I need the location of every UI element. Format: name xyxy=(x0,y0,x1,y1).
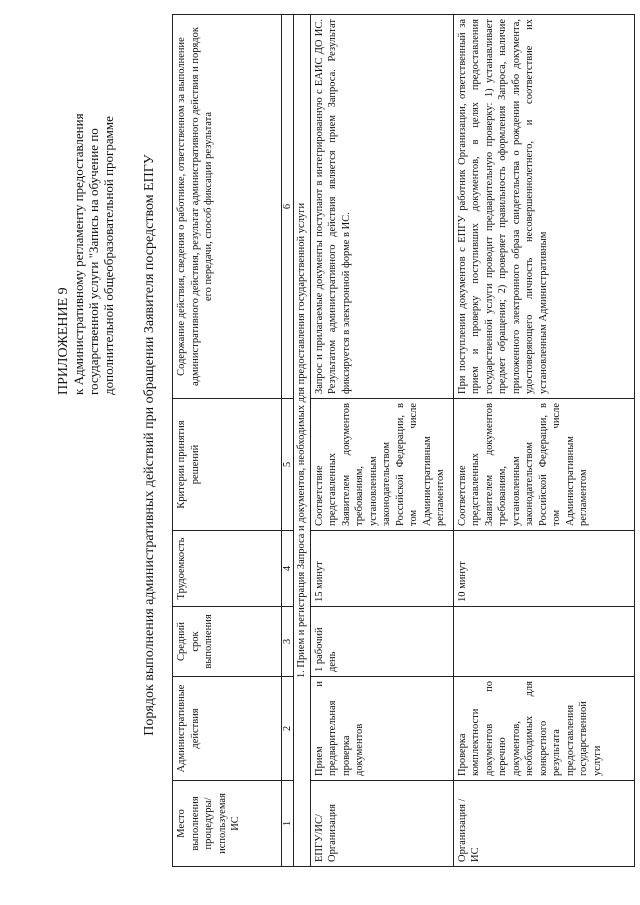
section-title: 1. Прием и регистрация Запроса и документов, необходимых для предоставления государственной услуги xyxy=(294,15,311,867)
cell-criteria: Соответствие представленных Заявителем документов требованиям, установленным законодательством Российской Федерации, в том числе Административным регламентом xyxy=(453,399,634,531)
document-title: Порядок выполнения административных действий при обращении Заявителя посредством ЕПГУ xyxy=(142,154,157,736)
header-content: Содержание действия, сведения о работнике, ответственном за выполнение административного действия, результат административного действия и порядок его передачи, способ фиксации результата xyxy=(173,15,282,399)
header-labor: Трудоемкость xyxy=(173,531,282,607)
header-place: Место выполнения процедуры/ используемая ИС xyxy=(173,781,282,867)
appendix-line: к Административному регламенту предоставления xyxy=(71,113,86,395)
cell-content: Запрос и прилагаемые документы поступают в интегрированную с ЕАИС ДО ИС. Результатом административного действия является прием Запроса. Результат фиксируется в электронной форме в ИС. xyxy=(310,15,453,399)
column-number: 6 xyxy=(282,15,294,399)
cell-place: Организация / ИС xyxy=(453,781,634,867)
cell-criteria: Соответствие представленных Заявителем документов требованиям, установленным законодательством Российской Федерации, в том числе Административным регламентом xyxy=(310,399,453,531)
header-criteria: Критерии принятия решений xyxy=(173,399,282,531)
column-number: 2 xyxy=(282,677,294,781)
cell-action: Проверка комплектности документов по перечню документов, необходимых для конкретного результата предоставления государственной услуги xyxy=(453,677,634,781)
appendix-number: ПРИЛОЖЕНИЕ 9 xyxy=(56,287,71,395)
cell-term: 1 рабочий день xyxy=(310,607,453,677)
column-number: 5 xyxy=(282,399,294,531)
table-header-row xyxy=(173,15,282,867)
column-number: 3 xyxy=(282,607,294,677)
appendix-line: государственной услуги "Запись на обучение по xyxy=(86,128,101,395)
header-term: Средний срок выполнения xyxy=(173,607,282,677)
header-actions: Административные действия xyxy=(173,677,282,781)
cell-place: ЕПГУ/ИС/ Организация xyxy=(310,781,453,867)
section-row xyxy=(294,15,311,867)
appendix-header xyxy=(56,15,116,395)
cell-term xyxy=(453,607,634,677)
cell-labor: 15 минут xyxy=(310,531,453,607)
cell-labor: 10 минут xyxy=(453,531,634,607)
appendix-line: дополнительной общеобразовательной программе xyxy=(101,116,116,395)
cell-action: Прием и предварительная проверка документов xyxy=(310,677,453,781)
column-number: 4 xyxy=(282,531,294,607)
column-number: 1 xyxy=(282,781,294,867)
procedure-table xyxy=(172,14,635,867)
table-row xyxy=(310,15,453,867)
column-numbers-row xyxy=(282,15,294,867)
table-row xyxy=(453,15,634,867)
cell-content: При поступлении документов с ЕПГУ работник Организации, ответственный за прием и проверку поступивших документов, в целях предоставления государственной услуги проводит предварительную проверку: 1) устанавливает предмет обращения; 2) проверяет правильность оформления Запроса, наличие приложенного электронного образа свидетельства о рождении либо документа, удостоверяющего личность несовершеннолетнего, и соответствие их установленным Административным xyxy=(453,15,634,399)
